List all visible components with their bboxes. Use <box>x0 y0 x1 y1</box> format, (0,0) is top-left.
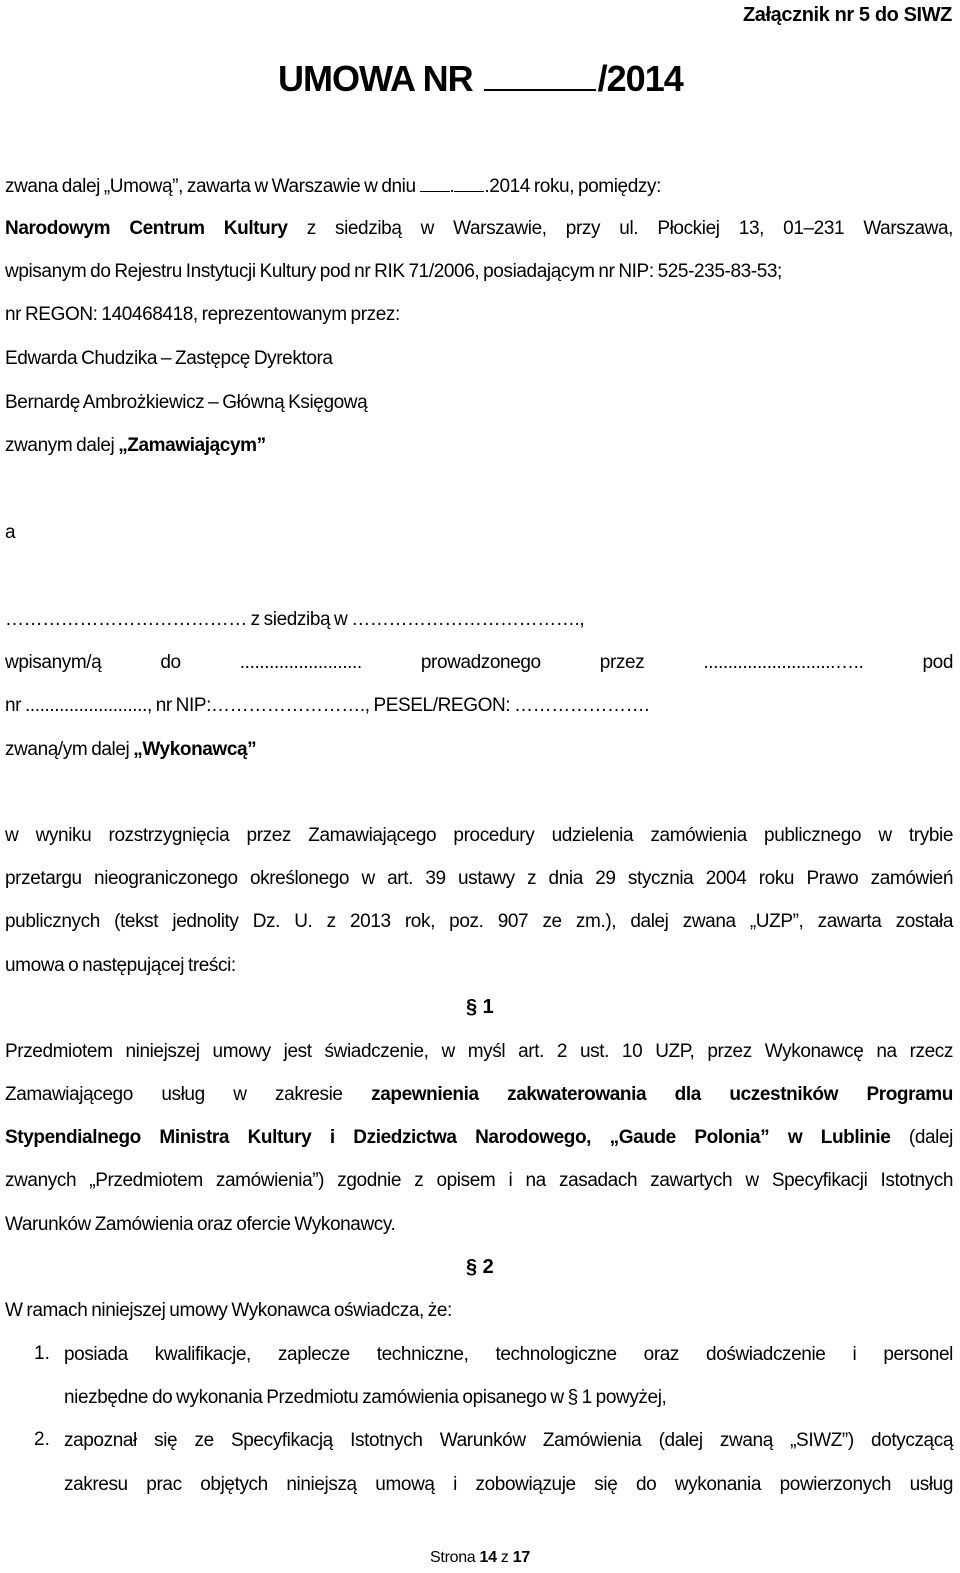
item-2-line-1: zapoznał się ze Specyfikacją Istotnych Warunków Zamówienia (dalej zwaną „SIWZ”) dotyczącą <box>64 1430 953 1451</box>
section-1-heading: § 1 <box>466 996 494 1018</box>
preamble-line-1: w wyniku rozstrzygnięcia przez Zamawiającego procedury udzielenia zamówienia publicznego w trybie <box>5 825 953 846</box>
item-2-line-2: zakresu prac objętych niniejszą umową i zobowiązuje się do wykonania powierzonych usług <box>64 1474 953 1495</box>
called-prefix: zwaną/ym dalej <box>5 739 134 760</box>
section-2-intro: W ramach niniejszej umowy Wykonawca oświadcza, że: <box>5 1300 452 1321</box>
intro-line-3: wpisanym do Rejestru Instytucji Kultury pod nr RIK 71/2006, posiadającym nr NIP: 525-235-83-53; <box>5 261 782 282</box>
preamble-line-3: publicznych (tekst jednolity Dz. U. z 2013 rok, poz. 907 ze zm.), dalej zwana „UZP”, zawarta została <box>5 911 953 932</box>
intro-date-text: zwana dalej „Umową”, zawarta w Warszawie w dniu <box>5 176 420 197</box>
preamble-line-4: umowa o następującej treści: <box>5 955 236 976</box>
preamble-line-2: przetargu nieograniczonego określonego w art. 39 ustawy z dnia 29 stycznia 2004 roku Prawo zamówień <box>5 868 953 889</box>
representative-1: Edwarda Chudzika – Zastępcę Dyrektora <box>5 348 333 369</box>
annex-label: Załącznik nr 5 do SIWZ <box>742 4 952 26</box>
section-1-line-4: zwanych „Przedmiotem zamówienia”) zgodnie z opisem i na zasadach zawartych w Specyfikacji Istotnych <box>5 1170 953 1191</box>
intro-line-4: nr REGON: 140468418, reprezentowanym przez: <box>5 304 400 325</box>
scope-tail: (dalej <box>890 1127 953 1148</box>
called-prefix: zwanym dalej <box>5 435 119 456</box>
day-blank <box>420 177 450 192</box>
zamawiajacy-name: „Zamawiającym” <box>118 435 266 456</box>
section-2-heading: § 2 <box>466 1256 494 1278</box>
intro-year-text: .2014 roku, pomiędzy: <box>484 176 661 197</box>
section-1-line-3 <box>5 1126 953 1150</box>
page-number: 14 <box>479 1549 497 1566</box>
scope-bold-2: Stypendialnego Ministra Kultury i Dziedzictwa Narodowego, „Gaude Polonia” w Lublinie <box>5 1127 891 1148</box>
representative-2: Bernardę Ambrożkiewicz – Główną Księgową <box>5 392 368 413</box>
date-dot: . <box>449 176 455 197</box>
title-suffix: /2014 <box>597 58 683 99</box>
section-1-line-2 <box>5 1083 953 1107</box>
intro-line-1 <box>5 175 953 199</box>
page-total: 17 <box>512 1549 530 1566</box>
called-zamawiajacy <box>5 434 953 458</box>
item-2-number: 2. <box>34 1429 50 1450</box>
section-1-line-1: Przedmiotem niniejszej umowy jest świadczenie, w myśl art. 2 ust. 10 UZP, przez Wykonawcę na rzecz <box>5 1041 953 1062</box>
conjunction-a: a <box>5 522 16 543</box>
section-1-line-5: Warunków Zamówienia oraz ofercie Wykonawcy. <box>5 1214 396 1235</box>
contractor-line-1: ………………………………… z siedzibą w ………………………………., <box>5 609 585 630</box>
scope-bold-1: zapewnienia zakwaterowania dla uczestników Programu <box>371 1084 953 1105</box>
item-1-line-2: niezbędne do wykonania Przedmiotu zamówienia opisanego w § 1 powyżej, <box>64 1387 667 1408</box>
contract-title <box>278 58 683 100</box>
wykonawca-name: „Wykonawcą” <box>133 739 257 760</box>
item-1-line-1: posiada kwalifikacje, zaplecze techniczne, technologiczne oraz doświadczenie i personel <box>64 1344 953 1365</box>
party-name: Narodowym Centrum Kultury <box>5 218 288 239</box>
contractor-line-3: nr ........................., nr NIP:……………………., PESEL/REGON: …………………. <box>5 695 650 716</box>
party-address: z siedzibą w Warszawie, przy ul. Płockiej 13, 01–231 Warszawa, <box>287 218 953 239</box>
intro-line-2 <box>5 217 953 241</box>
footer-middle: z <box>496 1549 513 1566</box>
scope-intro: Zamawiającego usług w zakresie <box>5 1084 372 1105</box>
contractor-line-2: wpisanym/ą do ......................... prowadzonego przez ...........................….. pod <box>5 652 953 673</box>
called-wykonawca <box>5 738 953 762</box>
footer-prefix: Strona <box>430 1549 480 1566</box>
title-prefix: UMOWA NR <box>278 58 473 99</box>
month-blank <box>454 177 484 192</box>
page-footer <box>0 1549 960 1567</box>
contract-number-blank <box>484 59 596 91</box>
item-1-number: 1. <box>34 1343 50 1364</box>
